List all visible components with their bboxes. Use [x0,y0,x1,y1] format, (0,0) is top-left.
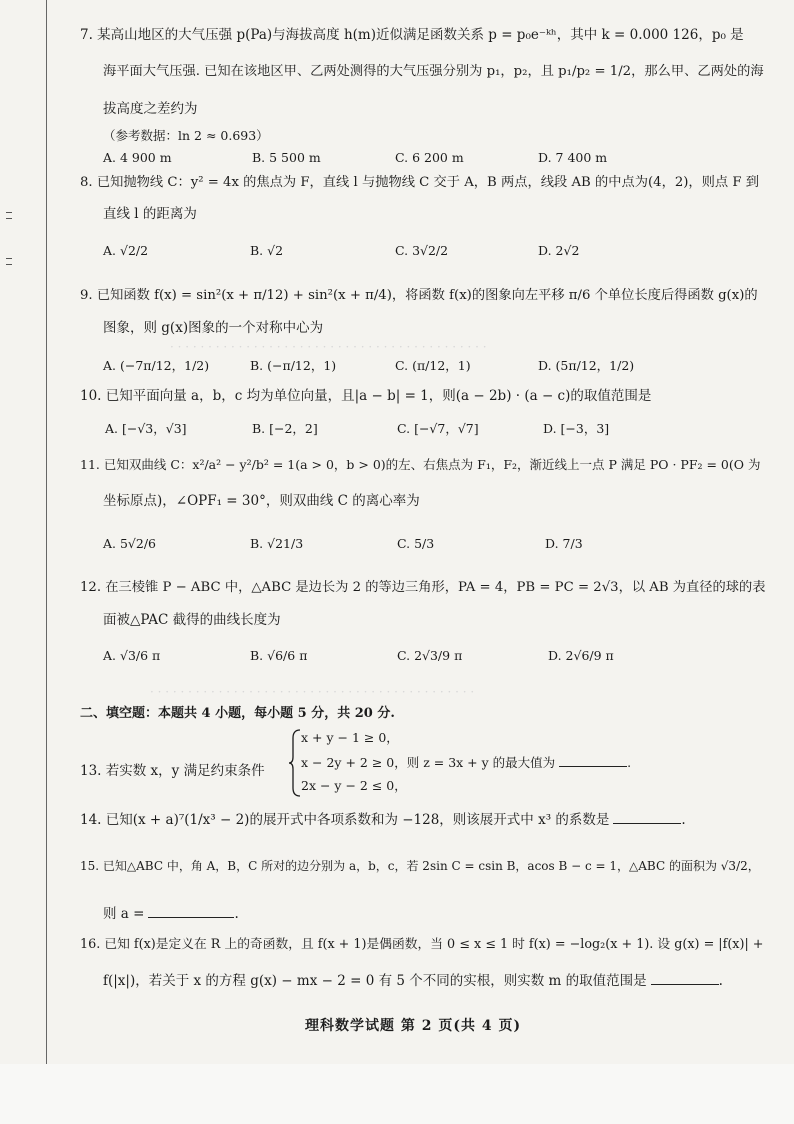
q11-option-a: A. 5√2/6 [103,536,157,551]
q12-option-c: C. 2√3/9 π [397,648,463,663]
q8-stem-line1: 8. 已知抛物线 C：y² = 4x 的焦点为 F，直线 l 与抛物线 C 交于 A，B 两点，线段 AB 的中点为(4，2)，则点 F 到 [80,175,760,190]
q7-option-c: C. 6 200 m [395,150,464,165]
q13-lead: 13. 若实数 x，y 满足约束条件 [80,763,265,779]
q7-stem-line3: 拔高度之差约为 [103,101,198,117]
margin-tick [6,212,12,213]
q8-stem-line2: 直线 l 的距离为 [103,206,197,222]
q15-stem-line2: 则 a = . [103,903,239,924]
q10-option-b: B. [−2，2] [252,421,318,436]
q13-constraint-1: x + y − 1 ≥ 0， [301,730,399,745]
q11-stem-line2: 坐标原点)，∠OPF₁ = 30°，则双曲线 C 的离心率为 [103,493,420,509]
margin-tick [6,258,12,259]
q11-option-b: B. √21/3 [250,536,304,551]
q14-stem: 14. 已知(x + a)⁷(1/x³ − 2)的展开式中各项系数和为 −128，则该展开式中 x³ 的系数是 . [80,809,686,830]
bleed-through-text: · · · · · · · · · · · · · · · · · · · · · · · · · · · · · · · · · · · · · · · · · · · [150,685,475,699]
q8-option-d: D. 2√2 [538,243,580,258]
q12-option-d: D. 2√6/9 π [548,648,614,663]
q9-stem-line1: 9. 已知函数 f(x) = sin²(x + π/12) + sin²(x + π/4)，将函数 f(x)的图象向左平移 π/6 个单位长度后得函数 g(x)的 [80,288,758,303]
page-footer: 理科数学试题 第 2 页(共 4 页) [305,1018,522,1034]
q10-option-a: A. [−√3，√3] [105,421,187,436]
page-bottom-margin [0,1064,794,1124]
q13-constraint-3: 2x − y − 2 ≤ 0， [301,778,407,793]
binding-margin-line [46,0,47,1064]
q16-stem-line2: f(|x|)，若关于 x 的方程 g(x) − mx − 2 = 0 有 5 个不同的实根，则实数 m 的取值范围是 . [103,970,723,991]
q12-option-a: A. √3/6 π [103,648,161,663]
margin-tick [6,218,12,219]
q10-option-d: D. [−3，3] [543,421,610,436]
q9-option-c: C. (π/12，1) [395,358,471,373]
q16-stem-line1: 16. 已知 f(x)是定义在 R 上的奇函数，且 f(x + 1)是偶函数，当 0 ≤ x ≤ 1 时 f(x) = −log₂(x + 1). 设 g(x) = |f(x)| + [80,937,764,952]
q12-stem-line1: 12. 在三棱锥 P − ABC 中，△ABC 是边长为 2 的等边三角形，PA = 4，PB = PC = 2√3，以 AB 为直径的球的表 [80,580,766,595]
q12-stem-line2: 面被△PAC 截得的曲线长度为 [103,612,281,628]
q11-option-c: C. 5/3 [397,536,435,551]
q15-stem-line1: 15. 已知△ABC 中，角 A，B，C 所对的边分别为 a，b，c，若 2sin C = csin B，acos B − c = 1，△ABC 的面积为 √3/2， [80,859,760,873]
q9-option-a: A. (−7π/12，1/2) [103,358,210,373]
q13-brace [288,728,302,798]
q7-stem-line2: 海平面大气压强. 已知在该地区甲、乙两处测得的大气压强分别为 p₁，p₂，且 p₁/p₂ = 1/2，那么甲、乙两处的海 [103,64,764,79]
q10-stem-line1: 10. 已知平面向量 a，b，c 均为单位向量，且|a − b| = 1，则(a − 2b) · (a − c)的取值范围是 [80,388,652,404]
q8-option-a: A. √2/2 [103,243,149,258]
section-title-fill-blank: 二、填空题：本题共 4 小题，每小题 5 分，共 20 分. [80,706,395,721]
q7-option-d: D. 7 400 m [538,150,608,165]
q7-stem-line1: 7. 某高山地区的大气压强 p(Pa)与海拔高度 h(m)近似满足函数关系 p = p₀e⁻ᵏʰ，其中 k = 0.000 126，p₀ 是 [80,27,744,43]
q7-option-a: A. 4 900 m [103,150,172,165]
q9-stem-line2: 图象，则 g(x)图象的一个对称中心为 [103,320,324,336]
q7-reference-data: （参考数据：ln 2 ≈ 0.693） [103,128,269,143]
q12-option-b: B. √6/6 π [250,648,308,663]
q11-stem-line1: 11. 已知双曲线 C：x²/a² − y²/b² = 1(a > 0，b > 0)的左、右焦点为 F₁，F₂，渐近线上一点 P 满足 PO · PF₂ = 0(O 为 [80,457,761,472]
margin-tick [6,264,12,265]
q7-option-b: B. 5 500 m [252,150,321,165]
q11-option-d: D. 7/3 [545,536,583,551]
bleed-through-text: · · · · · · · · · · · · · · · · · · · · · · · · · · · · · · · · · · · · · · · · · · [170,340,487,354]
q13-constraint-2: x − 2y + 2 ≥ 0，则 z = 3x + y 的最大值为 . [301,752,631,773]
q9-option-b: B. (−π/12，1) [250,358,337,373]
q8-option-c: C. 3√2/2 [395,243,449,258]
q8-option-b: B. √2 [250,243,284,258]
q10-option-c: C. [−√7，√7] [397,421,479,436]
q9-option-d: D. (5π/12，1/2) [538,358,635,373]
